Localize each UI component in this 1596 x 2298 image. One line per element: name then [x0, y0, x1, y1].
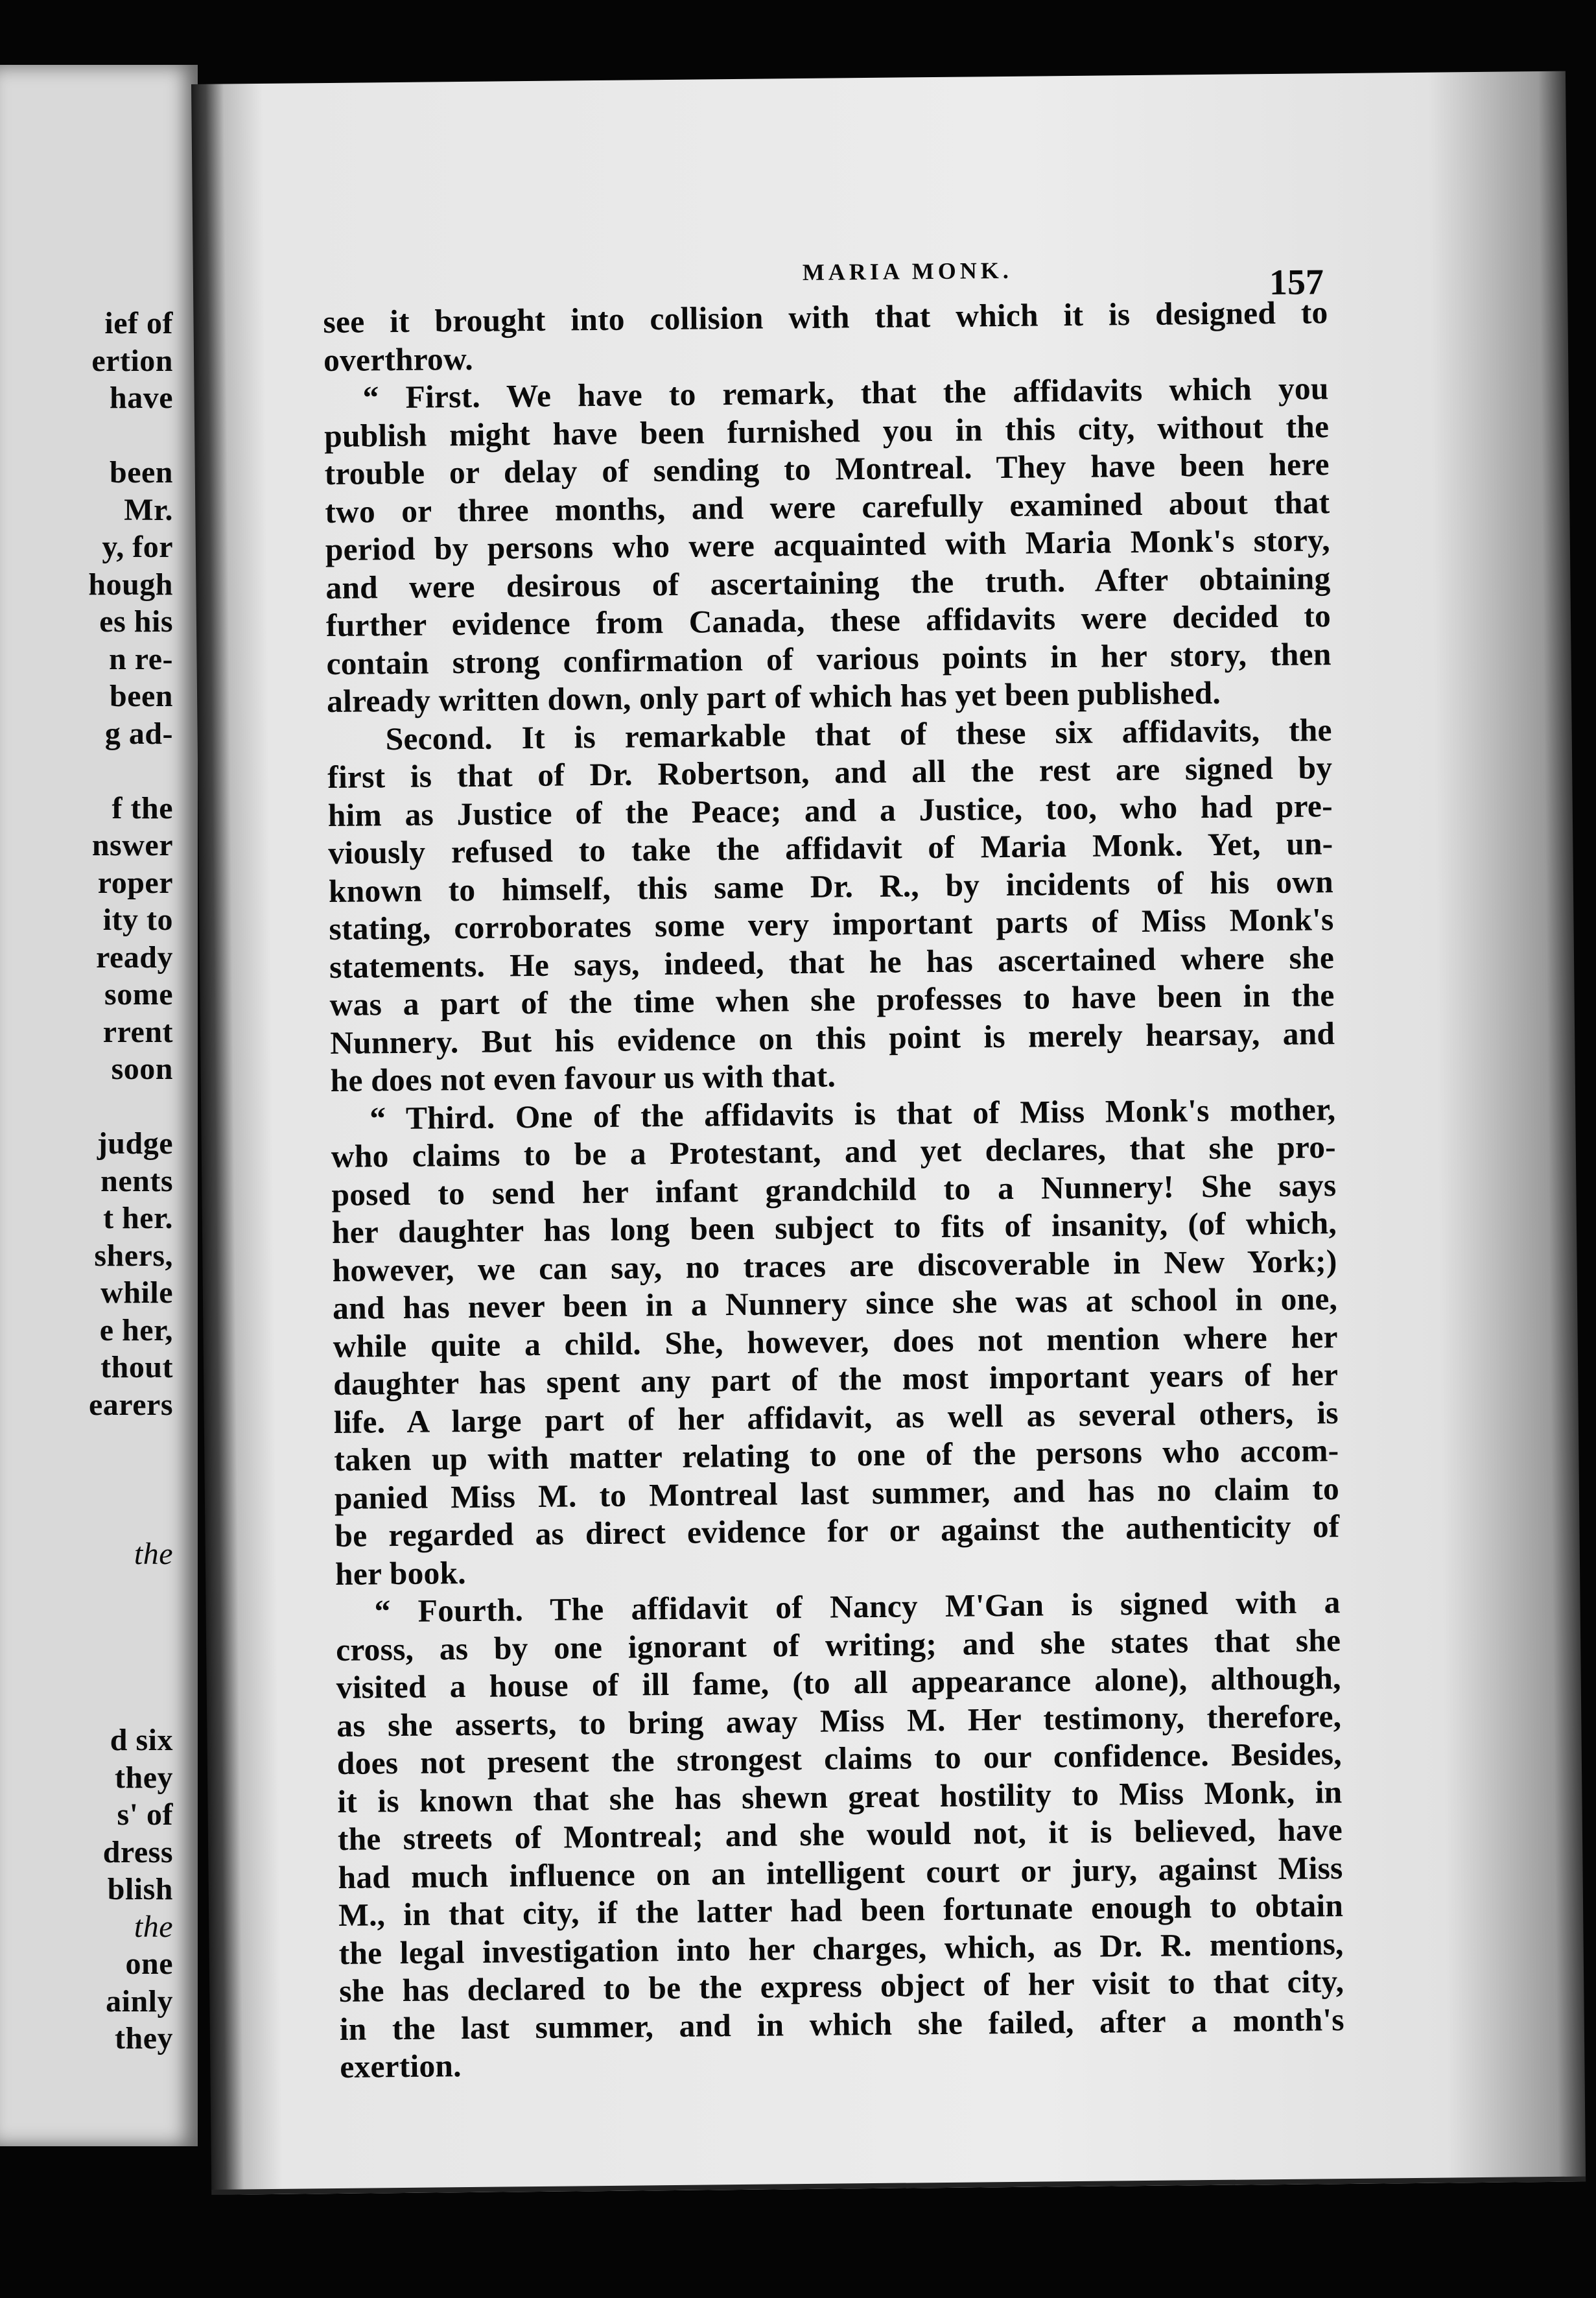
text-line: it is known that she has shewn great hostility to Miss Monk, in — [337, 1773, 1343, 1819]
text-line: posed to send her infant grandchild to a Nunnery! She says — [331, 1167, 1337, 1213]
text-line: M., in that city, if the latter had been fortunate enough to obtain — [338, 1888, 1344, 1933]
left-page-line — [88, 752, 173, 790]
text-line: the streets of Montreal; and she would not, it is believed, have — [337, 1812, 1343, 1857]
left-page-line: nswer — [91, 828, 173, 862]
text-line: period by persons who were acquainted with Maria Monk's story, — [325, 522, 1331, 568]
page-body-text — [323, 294, 1344, 2086]
left-page-line: roper — [97, 865, 173, 900]
text-line: as she asserts, to bring away Miss M. Her testimony, therefore, — [336, 1698, 1342, 1744]
left-page-line — [88, 417, 173, 455]
text-line: Nunnery. But his evidence on this point is merely hearsay, and — [329, 1015, 1335, 1061]
left-page-line: hough — [88, 567, 173, 602]
text-line: trouble or delay of sending to Montreal. They have been here — [324, 446, 1330, 492]
text-line: cross, as by one ignorant of writing; and she states that she — [335, 1622, 1341, 1668]
text-line: first is that of Dr. Robertson, and all the rest are signed by — [327, 750, 1333, 796]
text-line: her book. — [334, 1554, 467, 1592]
text-line: publish might have been furnished you in this city, without the — [323, 408, 1330, 454]
text-line: overthrow. — [323, 340, 474, 378]
text-line: he does not even favour us with that. — [330, 1058, 836, 1099]
left-page-line: rrent — [102, 1014, 173, 1049]
left-page-line — [88, 1423, 173, 1461]
left-page-line: Mr. — [124, 492, 173, 527]
text-line: statements. He says, indeed, that he has ascertained where she — [329, 939, 1335, 985]
text-line: life. A large part of her affidavit, as well as several others, is — [333, 1394, 1339, 1440]
left-page-line: they — [115, 1760, 173, 1795]
text-line: known to himself, this same Dr. R., by incidents of his own — [328, 863, 1334, 909]
text-line: exertion. — [340, 2048, 462, 2085]
text-line: two or three months, and were carefully examined about that — [325, 484, 1330, 530]
text-line: however, we can say, no traces are discoverable in New York;) — [332, 1242, 1337, 1288]
left-page-line: ainly — [106, 1984, 173, 2019]
left-page-line: t her. — [103, 1201, 173, 1235]
left-page-line — [88, 1498, 173, 1535]
text-line: “ Fourth. The affidavit of Nancy M'Gan is signed with a — [374, 1584, 1341, 1629]
text-line: “ First. We have to remark, that the affidavits which you — [362, 370, 1329, 416]
left-page-line: d six — [110, 1723, 173, 1757]
running-head: MARIA MONK. — [802, 257, 1013, 285]
left-page-line: while — [100, 1275, 173, 1310]
left-page-line — [88, 1572, 173, 1610]
left-page-line: ertion — [91, 343, 173, 378]
text-line: the legal investigation into her charges, which, as Dr. R. mentions, — [338, 1925, 1344, 1971]
left-page-line — [88, 1088, 173, 1126]
text-line: viously refused to take the affidavit of Maria Monk. Yet, un- — [328, 825, 1333, 871]
left-page-line: earers — [88, 1387, 173, 1422]
left-facing-page — [0, 65, 198, 2146]
left-page-line: nents — [100, 1163, 173, 1198]
left-page-line: y, for — [102, 530, 173, 564]
text-line: panied Miss M. to Montreal last summer, and has no claim to — [334, 1470, 1340, 1516]
left-page-line: ief of — [104, 306, 173, 340]
text-line: him as Justice of the Peace; and a Justice, too, who had pre- — [327, 787, 1333, 833]
text-line: she has declared to be the express object of her visit to that city, — [338, 1963, 1344, 2009]
text-line: who claims to be a Protestant, and yet declares, that she pro- — [331, 1129, 1337, 1175]
text-line: her daughter has long been subject to fits of insanity, (of which, — [331, 1205, 1337, 1250]
left-page-line: been — [110, 455, 173, 490]
text-line: had much influence on an intelligent court or jury, against Miss — [338, 1849, 1343, 1895]
text-line: visited a house of ill fame, (to all appearance alone), although, — [336, 1660, 1341, 1705]
text-line: does not present the strongest claims to our confidence. Besides, — [336, 1736, 1343, 1781]
left-page-text — [88, 305, 173, 2057]
page-number: 157 — [1269, 262, 1324, 303]
left-page-line: shers, — [94, 1238, 173, 1273]
left-page-line: have — [110, 381, 173, 415]
text-line: see it brought into collision with that which it is designed to — [323, 294, 1328, 340]
text-line: stating, corroborates some very important parts of Miss Monk's — [329, 901, 1334, 947]
left-page-line: ready — [96, 940, 173, 975]
left-page-line — [88, 1685, 173, 1722]
left-page-line: one — [125, 1947, 173, 1981]
left-page-line: f the — [111, 790, 173, 825]
text-line: while quite a child. She, however, does not mention where her — [333, 1318, 1338, 1364]
text-line: “ Third. One of the affidavits is that of Miss Monk's mother, — [370, 1091, 1336, 1136]
left-page-line — [88, 1461, 173, 1498]
text-line: be regarded as direct evidence for or against the authenticity of — [334, 1508, 1340, 1554]
text-line: contain strong confirmation of various points in her story, then — [326, 635, 1332, 681]
left-page-line: ity to — [102, 903, 173, 937]
left-page-line — [88, 1610, 173, 1648]
text-line: further evidence from Canada, these affidavits were decided to — [325, 598, 1332, 644]
left-page-line: e her, — [99, 1312, 173, 1347]
left-page-line: blish — [107, 1872, 173, 1906]
left-page-line — [88, 1647, 173, 1685]
left-page-line: the — [134, 1909, 173, 1944]
text-line: already written down, only part of which has yet been published. — [326, 674, 1221, 720]
text-line: and has never been in a Nunnery since she was at school in one, — [332, 1281, 1338, 1326]
page-bottom-edge — [211, 2177, 1586, 2195]
book-page — [191, 71, 1586, 2195]
text-line: was a part of the time when she professes to have been in the — [329, 977, 1335, 1023]
left-page-line: they — [115, 2021, 173, 2055]
left-page-line: soon — [111, 1052, 173, 1086]
text-line: taken up with matter relating to one of the persons who accom- — [334, 1432, 1339, 1478]
left-page-line: judge — [97, 1126, 173, 1161]
text-line: daughter has spent any part of the most important years of her — [333, 1356, 1339, 1402]
left-page-line: been — [110, 679, 173, 713]
left-page-line: dress — [102, 1834, 173, 1869]
left-page-line: g ad- — [104, 716, 173, 751]
text-line: Second. It is remarkable that of these six affidavits, the — [385, 711, 1332, 757]
text-line: in the last summer, and in which she failed, after a month's — [339, 2001, 1344, 2047]
left-page-line: n re- — [109, 641, 173, 676]
left-page-line: some — [104, 977, 173, 1012]
left-page-line: es his — [99, 604, 173, 639]
left-page-line: the — [134, 1536, 173, 1571]
left-page-line: thout — [100, 1350, 173, 1384]
text-line: and were desirous of ascertaining the truth. After obtaining — [325, 560, 1331, 606]
left-page-line: s' of — [117, 1797, 173, 1832]
